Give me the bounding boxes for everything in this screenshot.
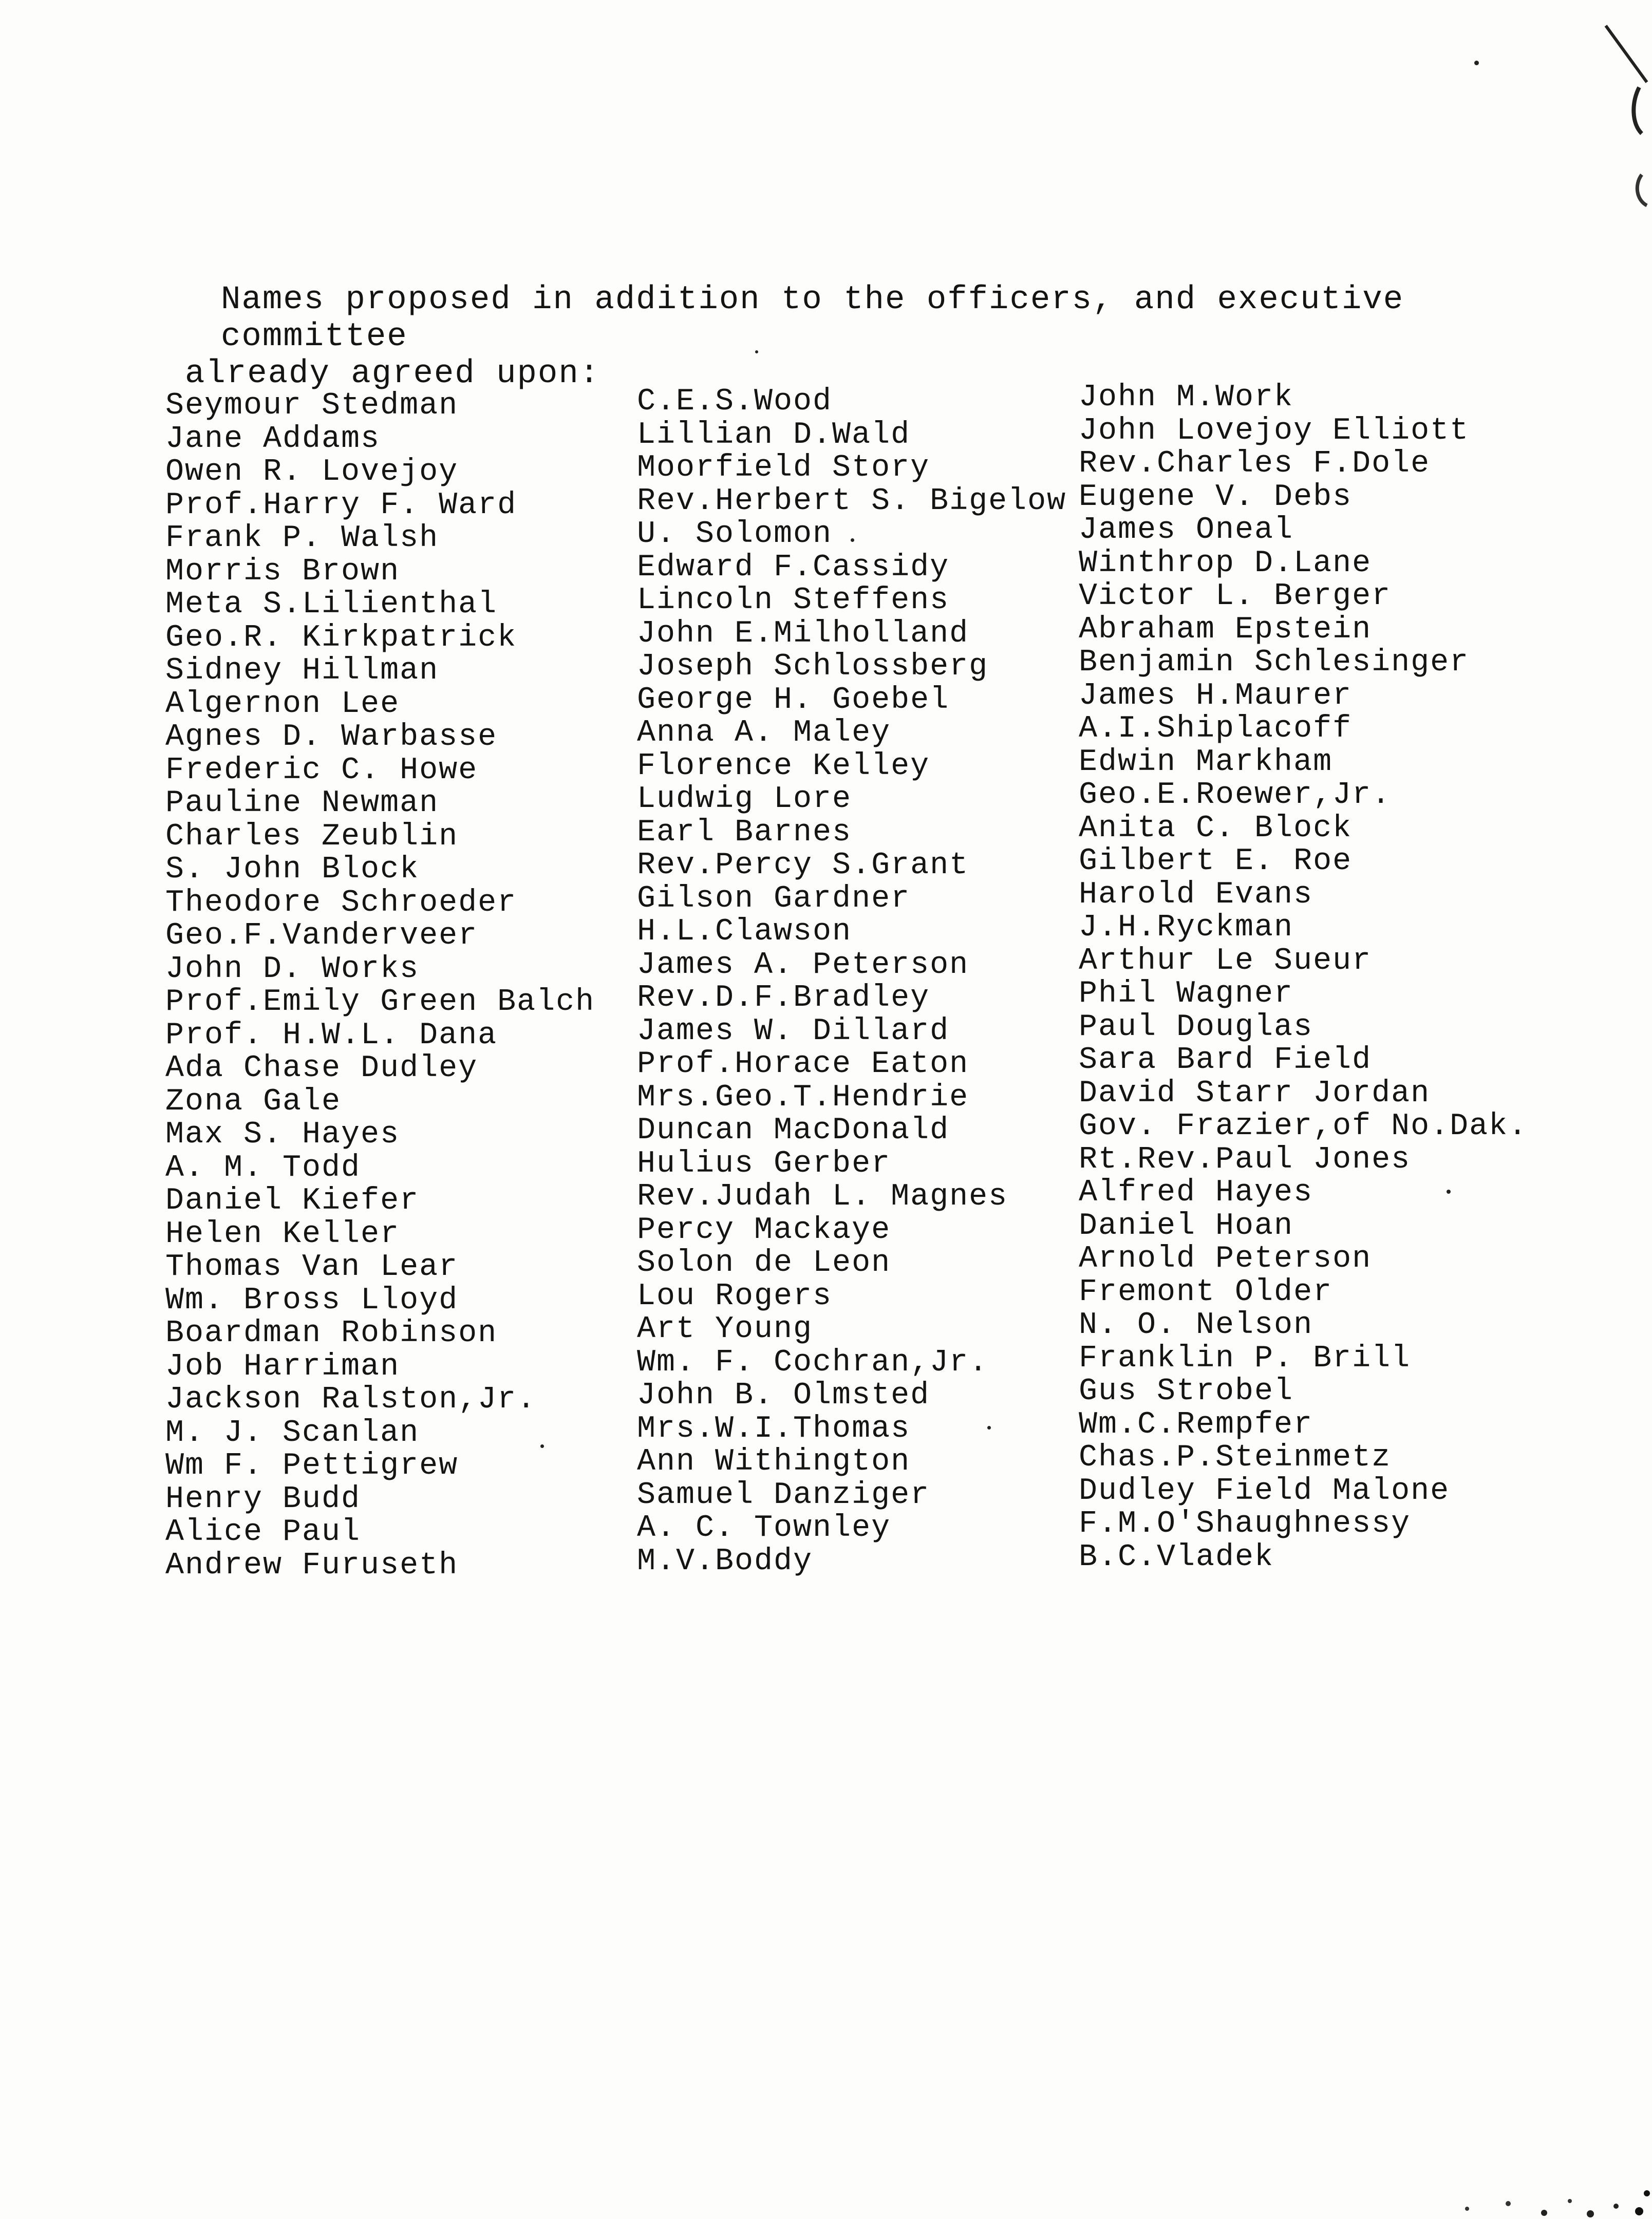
name-entry: James H.Maurer	[1079, 678, 1353, 713]
name-entry: Lou Rogers	[637, 1278, 833, 1314]
name-entry: Paul Douglas	[1079, 1009, 1313, 1045]
name-entry: Mrs.Geo.T.Hendrie	[637, 1080, 969, 1115]
name-entry: Samuel Danziger	[637, 1477, 930, 1513]
scan-edge-mark	[1590, 21, 1652, 236]
name-entry: Gov. Frazier,of No.Dak.	[1079, 1109, 1528, 1144]
name-entry: Prof.Emily Green Balch	[165, 985, 595, 1020]
name-entry: Job Harriman	[165, 1349, 400, 1384]
name-entry: Rev.Charles F.Dole	[1079, 446, 1431, 481]
name-entry: Andrew Furuseth	[165, 1548, 459, 1583]
name-entry: J.H.Ryckman	[1079, 910, 1294, 945]
scan-bottom-noise	[1436, 2173, 1652, 2219]
name-entry: Benjamin Schlesinger	[1079, 645, 1470, 680]
name-entry: Gus Strobel	[1079, 1374, 1294, 1409]
name-entry: Solon de Leon	[637, 1246, 891, 1281]
name-entry: Rt.Rev.Paul Jones	[1079, 1142, 1411, 1177]
name-entry: Frederic C. Howe	[165, 753, 478, 788]
name-entry: Harold Evans	[1079, 877, 1313, 912]
document-heading	[185, 281, 1520, 392]
name-entry: Ludwig Lore	[637, 782, 852, 817]
name-entry: M. J. Scanlan	[165, 1415, 420, 1451]
name-entry: Daniel Hoan	[1079, 1208, 1294, 1244]
name-entry: Duncan MacDonald	[637, 1113, 950, 1148]
name-entry: Sidney Hillman	[165, 653, 439, 688]
name-entry: Zona Gale	[165, 1084, 342, 1119]
name-entry: John E.Milholland	[637, 616, 969, 651]
name-entry: Pauline Newman	[165, 786, 439, 821]
heading-line-2: already agreed upon:	[185, 355, 600, 392]
name-entry: Prof.Horace Eaton	[637, 1047, 969, 1082]
name-entry: John Lovejoy Elliott	[1079, 413, 1470, 448]
name-entry: F.M.O'Shaughnessy	[1079, 1507, 1411, 1541]
name-entry: Winthrop D.Lane	[1079, 546, 1372, 581]
name-entry: Eugene V. Debs	[1079, 479, 1353, 515]
names-column-1	[165, 389, 595, 1582]
name-entry: Alfred Hayes	[1079, 1175, 1313, 1210]
name-entry: James W. Dillard	[637, 1013, 950, 1049]
scan-speck	[1474, 61, 1479, 65]
name-entry: Gilson Gardner	[637, 881, 911, 916]
name-entry: Morris Brown	[165, 554, 400, 589]
name-entry: Rev.D.F.Bradley	[637, 981, 930, 1016]
name-entry: Alice Paul	[165, 1515, 361, 1550]
name-entry: C.E.S.Wood	[637, 384, 833, 419]
name-entry: David Starr Jordan	[1079, 1076, 1431, 1111]
name-entry: Prof. H.W.L. Dana	[165, 1018, 498, 1053]
name-entry: Wm. F. Cochran,Jr.	[637, 1345, 989, 1380]
name-entry: Prof.Harry F. Ward	[165, 487, 517, 523]
name-entry: Daniel Kiefer	[165, 1183, 420, 1218]
name-entry: Chas.P.Steinmetz	[1079, 1440, 1392, 1475]
name-entry: Agnes D. Warbasse	[165, 720, 498, 755]
name-entry: James A. Peterson	[637, 947, 969, 983]
name-entry: Lillian D.Wald	[637, 417, 911, 453]
name-entry: John D. Works	[165, 951, 420, 987]
name-entry: Gilbert E. Roe	[1079, 844, 1353, 879]
name-entry: Wm. Bross Lloyd	[165, 1283, 459, 1318]
name-entry: Geo.E.Roewer,Jr.	[1079, 778, 1392, 813]
name-entry: Wm F. Pettigrew	[165, 1449, 459, 1483]
name-entry: H.L.Clawson	[637, 914, 852, 949]
name-entry: Algernon Lee	[165, 686, 400, 722]
name-entry: Ada Chase Dudley	[165, 1051, 478, 1086]
name-entry: Geo.R. Kirkpatrick	[165, 620, 517, 655]
name-entry: Anita C. Block	[1079, 811, 1353, 846]
name-entry: Victor L. Berger	[1079, 579, 1392, 614]
name-entry: Meta S.Lilienthal	[165, 587, 498, 622]
name-entry: M.V.Boddy	[637, 1544, 813, 1579]
name-entry: Fremont Older	[1079, 1274, 1333, 1310]
name-entry: Edward F.Cassidy	[637, 550, 950, 585]
name-entry: Charles Zeublin	[165, 819, 459, 854]
name-entry: B.C.Vladek	[1079, 1539, 1274, 1575]
name-entry: Frank P. Walsh	[165, 521, 439, 556]
name-entry: Percy Mackaye	[637, 1212, 891, 1248]
names-column-3	[1079, 381, 1528, 1574]
name-entry: Rev.Judah L. Magnes	[637, 1179, 1008, 1214]
name-entry: A.I.Shiplacoff	[1079, 711, 1353, 746]
name-entry: Rev.Percy S.Grant	[637, 848, 969, 883]
name-entry: N. O. Nelson	[1079, 1308, 1313, 1343]
name-entry: Earl Barnes	[637, 815, 852, 850]
name-entry: John B. Olmsted	[637, 1378, 930, 1413]
name-entry: Mrs.W.I.Thomas	[637, 1411, 911, 1446]
name-entry: Arthur Le Sueur	[1079, 943, 1372, 979]
name-entry: Dudley Field Malone	[1079, 1473, 1450, 1509]
name-entry: Edwin Markham	[1079, 744, 1333, 780]
name-entry: James Oneal	[1079, 513, 1294, 548]
name-entry: Boardman Robinson	[165, 1316, 498, 1351]
name-entry: Anna A. Maley	[637, 716, 891, 750]
name-entry: Wm.C.Rempfer	[1079, 1407, 1313, 1442]
name-entry: Geo.F.Vanderveer	[165, 918, 478, 953]
name-entry: A. C. Townley	[637, 1511, 891, 1546]
name-entry: Jackson Ralston,Jr.	[165, 1382, 537, 1417]
name-entry: Hulius Gerber	[637, 1146, 891, 1181]
name-entry: Arnold Peterson	[1079, 1242, 1372, 1276]
name-entry: Joseph Schlossberg	[637, 649, 989, 684]
name-entry: Henry Budd	[165, 1481, 361, 1517]
name-entry: Rev.Herbert S. Bigelow	[637, 483, 1067, 519]
name-entry: George H. Goebel	[637, 682, 950, 718]
name-entry: John M.Work	[1079, 380, 1294, 415]
name-entry: Max S. Hayes	[165, 1117, 400, 1152]
names-column-2	[637, 385, 1066, 1578]
name-entry: Phil Wagner	[1079, 976, 1294, 1011]
name-entry: S. John Block	[165, 852, 420, 887]
name-entry: Ann Withington	[637, 1444, 911, 1479]
name-entry: Theodore Schroeder	[165, 885, 517, 920]
name-entry: Owen R. Lovejoy	[165, 455, 459, 490]
name-entry: Abraham Epstein	[1079, 612, 1372, 647]
name-entry: Seymour Stedman	[165, 388, 459, 423]
name-entry: Jane Addams	[165, 421, 381, 457]
name-entry: U. Solomon	[637, 517, 833, 552]
name-entry: Franklin P. Brill	[1079, 1341, 1411, 1376]
name-entry: Helen Keller	[165, 1216, 400, 1252]
name-entry: Lincoln Steffens	[637, 583, 950, 618]
name-entry: Moorfield Story	[637, 450, 930, 485]
name-entry: Art Young	[637, 1312, 813, 1347]
heading-line-1: Names proposed in addition to the officers, and executive committee	[221, 281, 1404, 355]
name-entry: Sara Bard Field	[1079, 1043, 1372, 1078]
name-entry: A. M. Todd	[165, 1150, 361, 1186]
name-entry: Florence Kelley	[637, 748, 930, 784]
name-entry: Thomas Van Lear	[165, 1250, 459, 1285]
